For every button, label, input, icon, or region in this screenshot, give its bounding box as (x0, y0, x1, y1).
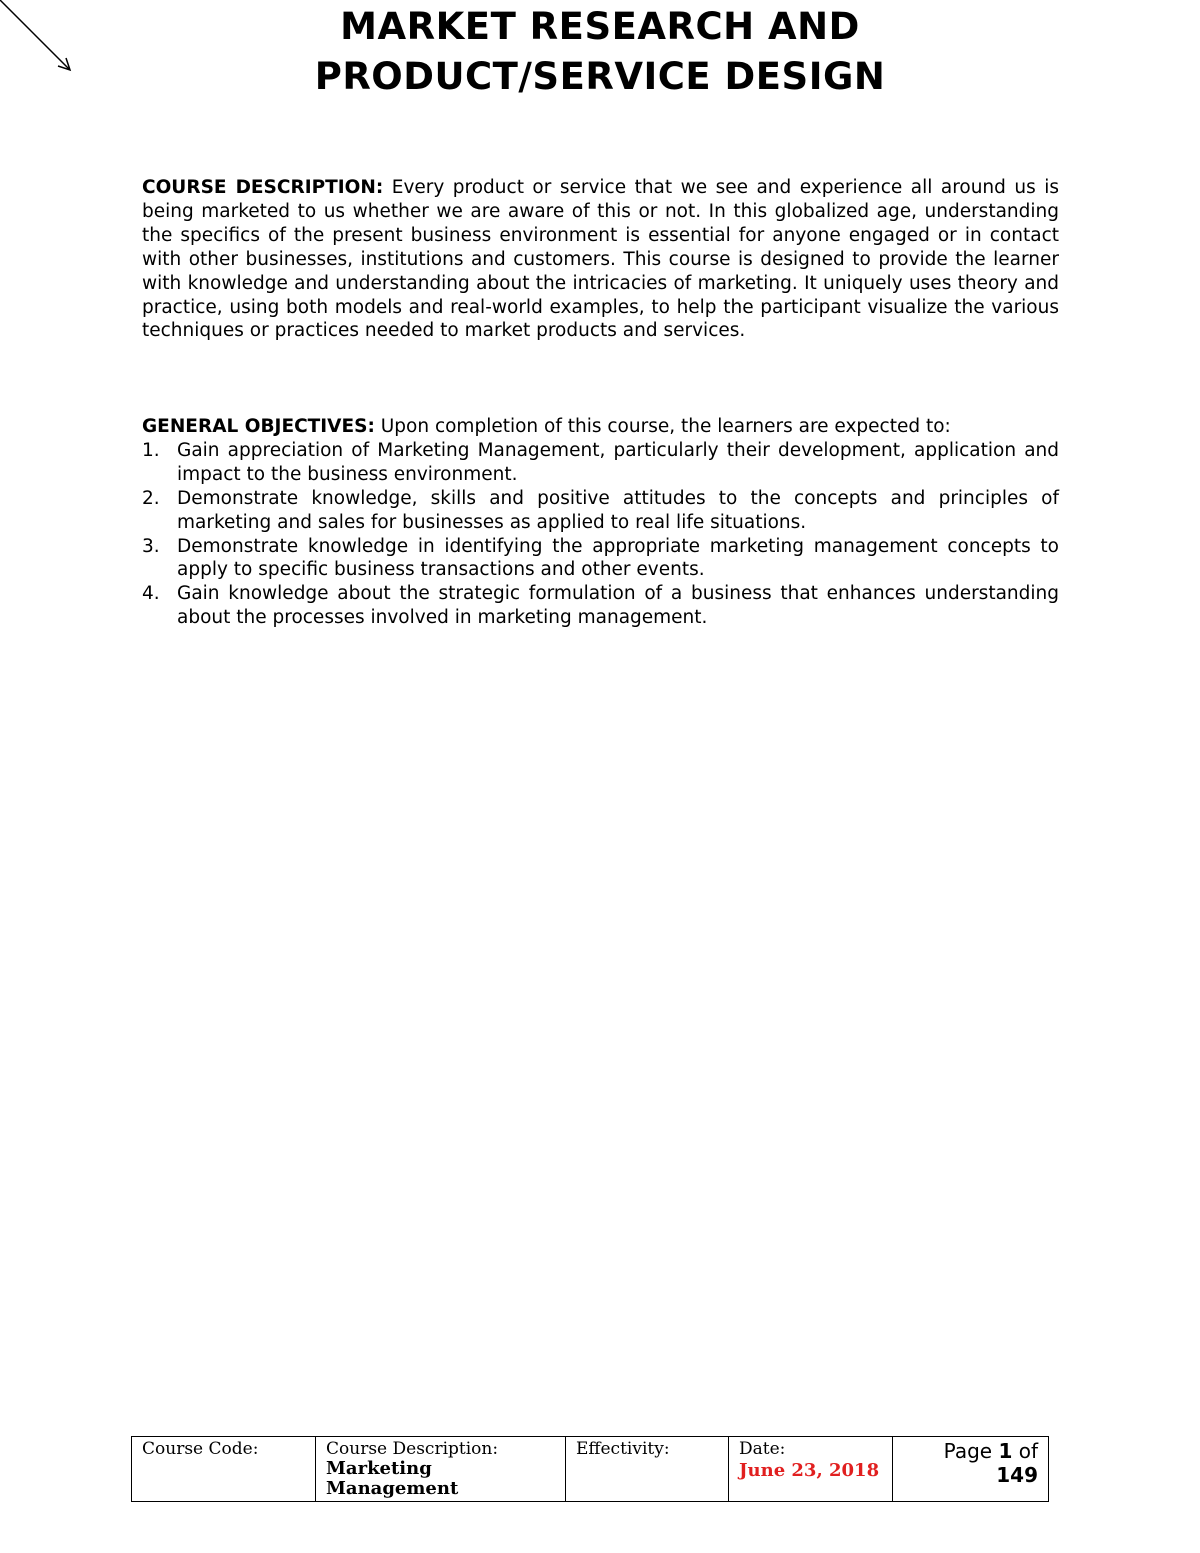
date-value: June 23, 2018 (739, 1460, 880, 1481)
page-indicator (903, 1439, 1038, 1463)
footer-page-cell (893, 1437, 1049, 1502)
list-item-text: Gain knowledge about the strategic formulation of a business that enhances understanding about the processes involved in marketing management. (177, 583, 1059, 629)
title-line-1: MARKET RESEARCH AND (340, 5, 860, 48)
general-objectives-intro: Upon completion of this course, the learners are expected to: (380, 416, 951, 437)
page-prefix: Page (943, 1439, 993, 1463)
list-item (142, 439, 1059, 487)
page-total: 149 (996, 1463, 1038, 1487)
course-description-footer-value: Marketing Management (326, 1458, 459, 1499)
list-item (142, 487, 1059, 535)
course-description-text: Every product or service that we see and experience all around us is being marketed to us whether we are aware of this or not. In this globalized age, understanding the specifics of the present business environment is essential for anyone engaged or in contact with other businesses, institutions and customers. This course is designed to provide the learner with knowledge and understanding about the intricacies of marketing. It uniquely uses theory and practice, using both models and real-world examples, to help the participant visualize the various techniques or practices needed to market products and services. (142, 177, 1059, 342)
general-objectives-section (142, 415, 1059, 630)
footer-effectivity-cell (566, 1437, 729, 1502)
footer-course-code-cell (132, 1437, 316, 1502)
list-item-text: Demonstrate knowledge, skills and positive attitudes to the concepts and principles of marketing and sales for businesses as applied to real life situations. (177, 487, 1059, 533)
page-number: 1 (998, 1439, 1013, 1463)
title-line-2: PRODUCT/SERVICE DESIGN (314, 55, 886, 98)
footer-course-description-cell (316, 1437, 566, 1502)
list-item-text: Demonstrate knowledge in identifying the appropriate marketing management concepts to apply to specific business transactions and other events. (177, 535, 1059, 581)
list-item-number: 2. (142, 487, 160, 509)
page-title (0, 2, 1200, 102)
objectives-list (142, 439, 1059, 630)
course-code-label: Course Code: (142, 1439, 259, 1459)
general-objectives-label: GENERAL OBJECTIVES: (142, 416, 375, 437)
list-item-number: 4. (142, 583, 160, 605)
course-description-label: COURSE DESCRIPTION: (142, 177, 384, 198)
list-item-number: 1. (142, 439, 160, 461)
course-description-section (142, 176, 1059, 343)
footer-date-cell (729, 1437, 893, 1502)
list-item (142, 582, 1059, 630)
date-label: Date: (739, 1439, 786, 1459)
course-description-footer-label: Course Description: (326, 1439, 499, 1459)
general-objectives-heading (142, 415, 1059, 439)
list-item (142, 535, 1059, 583)
list-item-number: 3. (142, 535, 160, 557)
effectivity-label: Effectivity: (576, 1439, 670, 1459)
list-item-text: Gain appreciation of Marketing Management, particularly their development, application and impact to the business environment. (177, 439, 1059, 485)
page-of: of (1018, 1439, 1038, 1463)
footer-table (131, 1436, 1049, 1502)
